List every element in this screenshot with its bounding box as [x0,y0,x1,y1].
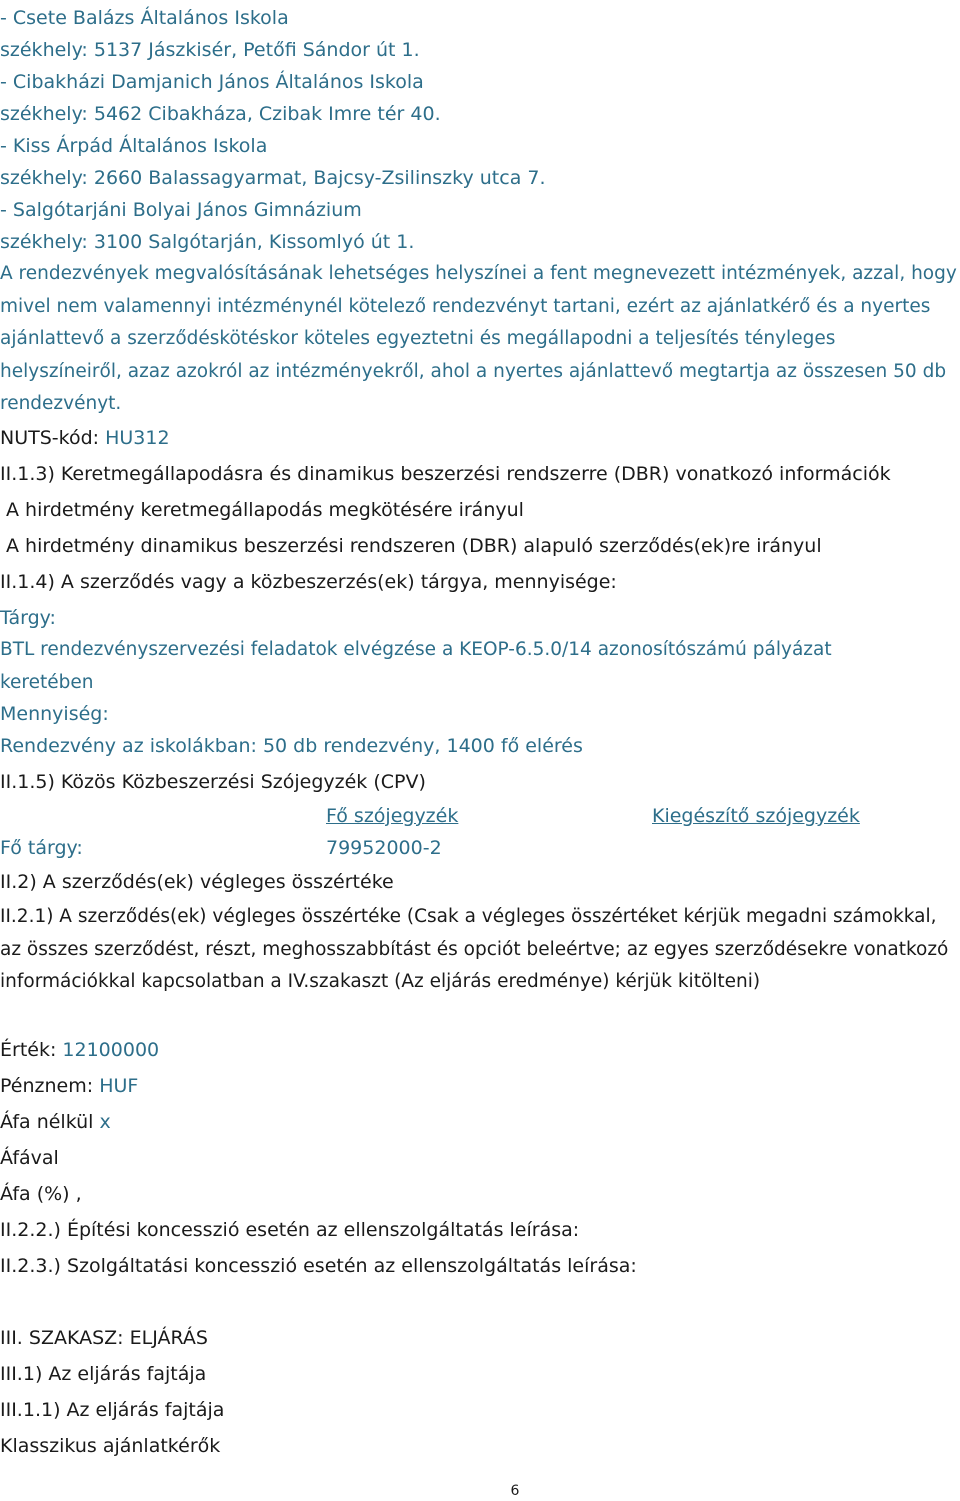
section-2-2-heading: II.2) A szerződés(ek) végleges összértéke [0,871,394,893]
quantity-label: Mennyiség: [0,703,109,725]
quantity-value: Rendezvény az iskolákban: 50 db rendezvény, 1400 fő elérés [0,735,583,757]
procedure-type: Klasszikus ajánlatkérők [0,1435,221,1457]
page-number: 6 [510,1483,520,1499]
currency-line [0,1073,138,1099]
section-2-1-4-heading: II.1.4) A szerződés vagy a közbeszerzés(ek) tárgya, mennyisége: [0,571,617,593]
institution-3-name: - Kiss Árpád Általános Iskola [0,135,268,157]
subject-value: BTL rendezvényszervezési feladatok elvégzése a KEOP-6.5.0/14 azonosítószámú pályázat keretében [0,639,832,693]
value-label: Érték: [0,1039,57,1061]
institution-2-name: - Cibakházi Damjanich János Általános Iskola [0,71,424,93]
section-2-2-2-line: II.2.2.) Építési koncesszió esetén az ellenszolgáltatás leírása: [0,1219,580,1241]
cpv-main-column-header: Fő szójegyzék [326,805,459,827]
value-line [0,1037,159,1063]
currency-label: Pénznem: [0,1075,94,1097]
section-2-2-1-paragraph: II.2.1) A szerződés(ek) végleges összértéke (Csak a végleges összértéket kérjük megadni számokkal, az összes szerződést, részt, meghosszabbítást és opciót beleértve; az egyes szerződésekre vonatkozó információkkal kapcsolatban a IV.szakaszt (Az eljárás eredménye) kérjük kitölteni) [0,906,949,992]
section-3-1-1-heading: III.1.1) Az eljárás fajtája [0,1399,225,1421]
nuts-label: NUTS-kód: [0,427,100,449]
no-vat-label: Áfa nélkül [0,1111,94,1133]
section-2-1-3-heading: II.1.3) Keretmegállapodásra és dinamikus beszerzési rendszerre (DBR) vonatkozó információk [0,463,891,485]
section-3-1-heading: III.1) Az eljárás fajtája [0,1363,207,1385]
section-2-1-5-heading: II.1.5) Közös Közbeszerzési Szójegyzék (CPV) [0,771,426,793]
section-3-title: III. SZAKASZ: ELJÁRÁS [0,1327,208,1349]
currency-value: HUF [99,1075,139,1097]
dbr-line: A hirdetmény dinamikus beszerzési rendszeren (DBR) alapuló szerződés(ek)re irányul [6,535,822,557]
framework-agreement-line: A hirdetmény keretmegállapodás megkötésére irányul [6,499,524,521]
institution-1-name: - Csete Balázs Általános Iskola [0,7,289,29]
institution-1-seat: székhely: 5137 Jászkisér, Petőfi Sándor út 1. [0,39,420,61]
institution-3-seat: székhely: 2660 Balassagyarmat, Bajcsy-Zsilinszky utca 7. [0,167,546,189]
cpv-row-label: Fő tárgy: [0,837,83,859]
subject-label: Tárgy: [0,607,56,629]
nuts-line [0,425,170,451]
value-amount: 12100000 [62,1039,160,1061]
vat-percent-label: Áfa (%) , [0,1183,82,1205]
section-2-2-3-line: II.2.3.) Szolgáltatási koncesszió esetén az ellenszolgáltatás leírása: [0,1255,637,1277]
nuts-value: HU312 [105,427,170,449]
cpv-extra-column-header: Kiegészítő szójegyzék [652,805,860,827]
institution-4-seat: székhely: 3100 Salgótarján, Kissomlyó út 1. [0,231,415,253]
location-paragraph: A rendezvények megvalósításának lehetséges helyszínei a fent megnevezett intézmények, azzal, hogy mivel nem valamennyi intézménynél kötelező rendezvényt tartani, ezért az ajánlatkérő és a nyertes ajánlattevő a szerződéskötéskor köteles egyeztetni és megállapodni a teljesítés tényleges helyszíneiről, azaz azokról az intézményekről, ahol a nyertes ajánlattevő megtartja az összesen 50 db rendezvényt. [0,263,957,414]
no-vat-line [0,1109,111,1135]
with-vat-label: Áfával [0,1147,59,1169]
cpv-row-code: 79952000-2 [326,837,442,859]
no-vat-mark: x [99,1111,111,1133]
institution-4-name: - Salgótarjáni Bolyai János Gimnázium [0,199,362,221]
institution-2-seat: székhely: 5462 Cibakháza, Czibak Imre tér 40. [0,103,441,125]
